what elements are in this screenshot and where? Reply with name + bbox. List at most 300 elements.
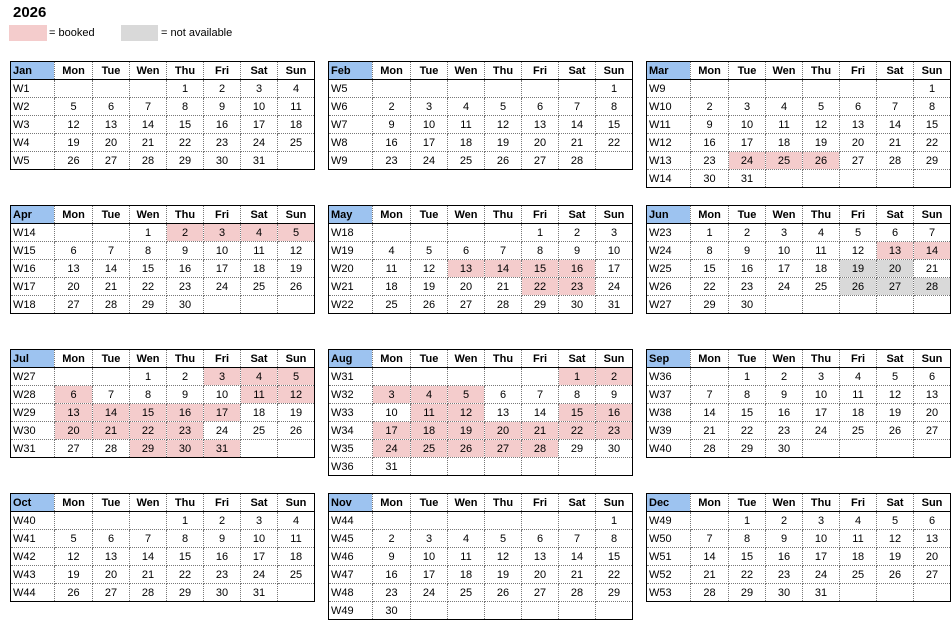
- day-cell[interactable]: 24: [766, 278, 803, 296]
- day-cell[interactable]: 18: [241, 404, 278, 422]
- day-cell[interactable]: 14: [522, 404, 559, 422]
- day-cell[interactable]: 20: [840, 134, 877, 152]
- day-cell[interactable]: 3: [204, 224, 241, 242]
- day-cell[interactable]: 3: [241, 80, 278, 98]
- day-cell[interactable]: 28: [130, 584, 167, 602]
- day-cell[interactable]: 22: [522, 278, 559, 296]
- day-cell[interactable]: 26: [55, 152, 93, 170]
- day-cell[interactable]: 16: [373, 566, 411, 584]
- day-cell[interactable]: 7: [522, 386, 559, 404]
- day-cell[interactable]: 23: [559, 278, 596, 296]
- day-cell[interactable]: 16: [167, 404, 204, 422]
- day-cell[interactable]: 11: [448, 548, 485, 566]
- day-cell[interactable]: 25: [840, 422, 877, 440]
- day-cell[interactable]: 11: [278, 98, 315, 116]
- day-cell[interactable]: 31: [204, 440, 241, 458]
- day-cell[interactable]: 23: [373, 584, 411, 602]
- day-cell[interactable]: 4: [241, 224, 278, 242]
- day-cell[interactable]: 18: [411, 422, 448, 440]
- day-cell[interactable]: 6: [485, 386, 522, 404]
- day-cell[interactable]: 26: [278, 278, 315, 296]
- day-cell[interactable]: 9: [729, 242, 766, 260]
- day-cell[interactable]: 22: [167, 566, 204, 584]
- day-cell[interactable]: 8: [522, 242, 559, 260]
- day-cell[interactable]: 24: [204, 422, 241, 440]
- day-cell[interactable]: 12: [278, 386, 315, 404]
- day-cell[interactable]: 8: [596, 530, 633, 548]
- day-cell[interactable]: 9: [204, 98, 241, 116]
- day-cell[interactable]: 2: [559, 224, 596, 242]
- day-cell[interactable]: 30: [167, 440, 204, 458]
- day-cell[interactable]: 9: [373, 548, 411, 566]
- day-cell[interactable]: 1: [914, 80, 951, 98]
- day-cell[interactable]: 2: [766, 512, 803, 530]
- day-cell[interactable]: 30: [596, 440, 633, 458]
- day-cell[interactable]: 6: [93, 98, 130, 116]
- day-cell[interactable]: 12: [840, 242, 877, 260]
- day-cell[interactable]: 28: [93, 440, 130, 458]
- day-cell[interactable]: 4: [840, 512, 877, 530]
- day-cell[interactable]: 26: [877, 422, 914, 440]
- day-cell[interactable]: 3: [373, 386, 411, 404]
- day-cell[interactable]: 30: [167, 296, 204, 314]
- day-cell[interactable]: 24: [241, 134, 278, 152]
- day-cell[interactable]: 22: [559, 422, 596, 440]
- day-cell[interactable]: 28: [914, 278, 951, 296]
- day-cell[interactable]: 25: [448, 584, 485, 602]
- day-cell[interactable]: 19: [55, 566, 93, 584]
- day-cell[interactable]: 21: [559, 566, 596, 584]
- day-cell[interactable]: 13: [448, 260, 485, 278]
- day-cell[interactable]: 4: [448, 530, 485, 548]
- day-cell[interactable]: 3: [803, 368, 840, 386]
- day-cell[interactable]: 13: [522, 548, 559, 566]
- day-cell[interactable]: 27: [522, 152, 559, 170]
- day-cell[interactable]: 7: [93, 242, 130, 260]
- day-cell[interactable]: 13: [485, 404, 522, 422]
- day-cell[interactable]: 3: [729, 98, 766, 116]
- day-cell[interactable]: 4: [278, 512, 315, 530]
- day-cell[interactable]: 9: [691, 116, 729, 134]
- day-cell[interactable]: 27: [55, 440, 93, 458]
- day-cell[interactable]: 16: [167, 260, 204, 278]
- day-cell[interactable]: 21: [93, 278, 130, 296]
- day-cell[interactable]: 23: [204, 566, 241, 584]
- day-cell[interactable]: 23: [766, 566, 803, 584]
- day-cell[interactable]: 9: [167, 242, 204, 260]
- day-cell[interactable]: 5: [278, 368, 315, 386]
- day-cell[interactable]: 27: [55, 296, 93, 314]
- day-cell[interactable]: 4: [411, 386, 448, 404]
- day-cell[interactable]: 24: [204, 278, 241, 296]
- day-cell[interactable]: 15: [167, 548, 204, 566]
- day-cell[interactable]: 27: [840, 152, 877, 170]
- day-cell[interactable]: 17: [766, 260, 803, 278]
- day-cell[interactable]: 3: [596, 224, 633, 242]
- day-cell[interactable]: 29: [167, 152, 204, 170]
- day-cell[interactable]: 18: [373, 278, 411, 296]
- day-cell[interactable]: 1: [130, 224, 167, 242]
- day-cell[interactable]: 14: [485, 260, 522, 278]
- day-cell[interactable]: 28: [130, 152, 167, 170]
- day-cell[interactable]: 29: [522, 296, 559, 314]
- day-cell[interactable]: 10: [241, 98, 278, 116]
- day-cell[interactable]: 15: [167, 116, 204, 134]
- day-cell[interactable]: 8: [596, 98, 633, 116]
- day-cell[interactable]: 4: [840, 368, 877, 386]
- day-cell[interactable]: 20: [877, 260, 914, 278]
- day-cell[interactable]: 8: [914, 98, 951, 116]
- day-cell[interactable]: 28: [485, 296, 522, 314]
- day-cell[interactable]: 17: [204, 260, 241, 278]
- day-cell[interactable]: 26: [485, 584, 522, 602]
- day-cell[interactable]: 1: [167, 80, 204, 98]
- day-cell[interactable]: 29: [596, 584, 633, 602]
- day-cell[interactable]: 30: [729, 296, 766, 314]
- day-cell[interactable]: 28: [877, 152, 914, 170]
- day-cell[interactable]: 27: [914, 422, 951, 440]
- day-cell[interactable]: 2: [373, 98, 411, 116]
- day-cell[interactable]: 24: [373, 440, 411, 458]
- day-cell[interactable]: 31: [241, 152, 278, 170]
- day-cell[interactable]: 9: [596, 386, 633, 404]
- day-cell[interactable]: 29: [729, 440, 766, 458]
- day-cell[interactable]: 26: [411, 296, 448, 314]
- day-cell[interactable]: 3: [411, 98, 448, 116]
- day-cell[interactable]: 28: [559, 584, 596, 602]
- day-cell[interactable]: 14: [130, 548, 167, 566]
- day-cell[interactable]: 8: [130, 386, 167, 404]
- day-cell[interactable]: 27: [877, 278, 914, 296]
- day-cell[interactable]: 31: [373, 458, 411, 476]
- day-cell[interactable]: 5: [485, 530, 522, 548]
- day-cell[interactable]: 4: [803, 224, 840, 242]
- day-cell[interactable]: 6: [93, 530, 130, 548]
- day-cell[interactable]: 24: [803, 566, 840, 584]
- day-cell[interactable]: 12: [485, 548, 522, 566]
- day-cell[interactable]: 22: [914, 134, 951, 152]
- day-cell[interactable]: 29: [130, 296, 167, 314]
- day-cell[interactable]: 13: [93, 548, 130, 566]
- day-cell[interactable]: 1: [596, 512, 633, 530]
- day-cell[interactable]: 9: [373, 116, 411, 134]
- day-cell[interactable]: 30: [691, 170, 729, 188]
- day-cell[interactable]: 26: [448, 440, 485, 458]
- day-cell[interactable]: 26: [840, 278, 877, 296]
- day-cell[interactable]: 1: [130, 368, 167, 386]
- day-cell[interactable]: 3: [241, 512, 278, 530]
- day-cell[interactable]: 6: [914, 368, 951, 386]
- day-cell[interactable]: 26: [485, 152, 522, 170]
- day-cell[interactable]: 18: [278, 548, 315, 566]
- day-cell[interactable]: 24: [411, 584, 448, 602]
- day-cell[interactable]: 16: [691, 134, 729, 152]
- day-cell[interactable]: 23: [596, 422, 633, 440]
- day-cell[interactable]: 1: [559, 368, 596, 386]
- day-cell[interactable]: 21: [130, 566, 167, 584]
- day-cell[interactable]: 17: [803, 548, 840, 566]
- day-cell[interactable]: 17: [373, 422, 411, 440]
- day-cell[interactable]: 18: [840, 548, 877, 566]
- day-cell[interactable]: 5: [877, 368, 914, 386]
- day-cell[interactable]: 8: [729, 386, 766, 404]
- day-cell[interactable]: 10: [204, 242, 241, 260]
- day-cell[interactable]: 22: [729, 422, 766, 440]
- day-cell[interactable]: 28: [691, 440, 729, 458]
- day-cell[interactable]: 6: [55, 386, 93, 404]
- day-cell[interactable]: 27: [448, 296, 485, 314]
- day-cell[interactable]: 22: [691, 278, 729, 296]
- day-cell[interactable]: 18: [241, 260, 278, 278]
- day-cell[interactable]: 13: [914, 386, 951, 404]
- day-cell[interactable]: 20: [914, 548, 951, 566]
- day-cell[interactable]: 12: [55, 116, 93, 134]
- day-cell[interactable]: 12: [278, 242, 315, 260]
- day-cell[interactable]: 22: [130, 422, 167, 440]
- day-cell[interactable]: 19: [877, 548, 914, 566]
- day-cell[interactable]: 1: [167, 512, 204, 530]
- day-cell[interactable]: 26: [55, 584, 93, 602]
- day-cell[interactable]: 29: [914, 152, 951, 170]
- day-cell[interactable]: 27: [522, 584, 559, 602]
- day-cell[interactable]: 20: [485, 422, 522, 440]
- day-cell[interactable]: 13: [522, 116, 559, 134]
- day-cell[interactable]: 6: [55, 242, 93, 260]
- day-cell[interactable]: 15: [914, 116, 951, 134]
- day-cell[interactable]: 5: [840, 224, 877, 242]
- day-cell[interactable]: 19: [411, 278, 448, 296]
- day-cell[interactable]: 7: [130, 530, 167, 548]
- day-cell[interactable]: 5: [877, 512, 914, 530]
- day-cell[interactable]: 23: [729, 278, 766, 296]
- day-cell[interactable]: 19: [278, 404, 315, 422]
- day-cell[interactable]: 5: [803, 98, 840, 116]
- day-cell[interactable]: 17: [241, 548, 278, 566]
- day-cell[interactable]: 30: [373, 602, 411, 620]
- day-cell[interactable]: 16: [373, 134, 411, 152]
- day-cell[interactable]: 1: [596, 80, 633, 98]
- day-cell[interactable]: 21: [559, 134, 596, 152]
- day-cell[interactable]: 24: [803, 422, 840, 440]
- day-cell[interactable]: 8: [167, 530, 204, 548]
- day-cell[interactable]: 1: [729, 512, 766, 530]
- day-cell[interactable]: 12: [485, 116, 522, 134]
- day-cell[interactable]: 11: [241, 242, 278, 260]
- day-cell[interactable]: 3: [766, 224, 803, 242]
- day-cell[interactable]: 4: [278, 80, 315, 98]
- day-cell[interactable]: 10: [411, 116, 448, 134]
- day-cell[interactable]: 15: [691, 260, 729, 278]
- day-cell[interactable]: 10: [803, 530, 840, 548]
- day-cell[interactable]: 25: [373, 296, 411, 314]
- day-cell[interactable]: 4: [766, 98, 803, 116]
- day-cell[interactable]: 31: [241, 584, 278, 602]
- day-cell[interactable]: 16: [729, 260, 766, 278]
- day-cell[interactable]: 15: [729, 404, 766, 422]
- day-cell[interactable]: 2: [691, 98, 729, 116]
- day-cell[interactable]: 8: [130, 242, 167, 260]
- day-cell[interactable]: 24: [241, 566, 278, 584]
- day-cell[interactable]: 21: [93, 422, 130, 440]
- day-cell[interactable]: 13: [55, 404, 93, 422]
- day-cell[interactable]: 12: [55, 548, 93, 566]
- day-cell[interactable]: 11: [840, 386, 877, 404]
- day-cell[interactable]: 7: [691, 530, 729, 548]
- day-cell[interactable]: 6: [522, 530, 559, 548]
- day-cell[interactable]: 21: [130, 134, 167, 152]
- day-cell[interactable]: 11: [411, 404, 448, 422]
- day-cell[interactable]: 29: [167, 584, 204, 602]
- day-cell[interactable]: 23: [167, 278, 204, 296]
- day-cell[interactable]: 19: [485, 566, 522, 584]
- day-cell[interactable]: 4: [373, 242, 411, 260]
- day-cell[interactable]: 24: [596, 278, 633, 296]
- day-cell[interactable]: 28: [559, 152, 596, 170]
- day-cell[interactable]: 20: [55, 422, 93, 440]
- day-cell[interactable]: 28: [522, 440, 559, 458]
- day-cell[interactable]: 22: [167, 134, 204, 152]
- day-cell[interactable]: 14: [93, 404, 130, 422]
- day-cell[interactable]: 25: [803, 278, 840, 296]
- day-cell[interactable]: 7: [93, 386, 130, 404]
- day-cell[interactable]: 31: [729, 170, 766, 188]
- day-cell[interactable]: 10: [373, 404, 411, 422]
- day-cell[interactable]: 19: [803, 134, 840, 152]
- day-cell[interactable]: 10: [411, 548, 448, 566]
- day-cell[interactable]: 9: [766, 386, 803, 404]
- day-cell[interactable]: 2: [729, 224, 766, 242]
- day-cell[interactable]: 10: [729, 116, 766, 134]
- day-cell[interactable]: 11: [373, 260, 411, 278]
- day-cell[interactable]: 17: [729, 134, 766, 152]
- day-cell[interactable]: 5: [448, 386, 485, 404]
- day-cell[interactable]: 7: [559, 530, 596, 548]
- day-cell[interactable]: 14: [877, 116, 914, 134]
- day-cell[interactable]: 29: [559, 440, 596, 458]
- day-cell[interactable]: 17: [241, 116, 278, 134]
- day-cell[interactable]: 8: [559, 386, 596, 404]
- day-cell[interactable]: 18: [448, 134, 485, 152]
- day-cell[interactable]: 2: [204, 80, 241, 98]
- day-cell[interactable]: 5: [485, 98, 522, 116]
- day-cell[interactable]: 8: [167, 98, 204, 116]
- day-cell[interactable]: 12: [411, 260, 448, 278]
- day-cell[interactable]: 11: [803, 242, 840, 260]
- day-cell[interactable]: 11: [448, 116, 485, 134]
- day-cell[interactable]: 14: [691, 548, 729, 566]
- day-cell[interactable]: 19: [840, 260, 877, 278]
- day-cell[interactable]: 25: [448, 152, 485, 170]
- day-cell[interactable]: 24: [411, 152, 448, 170]
- day-cell[interactable]: 2: [167, 368, 204, 386]
- day-cell[interactable]: 31: [596, 296, 633, 314]
- day-cell[interactable]: 30: [204, 584, 241, 602]
- day-cell[interactable]: 20: [93, 134, 130, 152]
- day-cell[interactable]: 6: [914, 512, 951, 530]
- day-cell[interactable]: 5: [278, 224, 315, 242]
- day-cell[interactable]: 12: [877, 530, 914, 548]
- day-cell[interactable]: 22: [596, 566, 633, 584]
- day-cell[interactable]: 1: [691, 224, 729, 242]
- day-cell[interactable]: 30: [766, 584, 803, 602]
- day-cell[interactable]: 2: [373, 530, 411, 548]
- day-cell[interactable]: 20: [448, 278, 485, 296]
- day-cell[interactable]: 15: [130, 404, 167, 422]
- day-cell[interactable]: 23: [204, 134, 241, 152]
- day-cell[interactable]: 21: [877, 134, 914, 152]
- day-cell[interactable]: 24: [729, 152, 766, 170]
- day-cell[interactable]: 22: [729, 566, 766, 584]
- day-cell[interactable]: 7: [485, 242, 522, 260]
- day-cell[interactable]: 17: [411, 566, 448, 584]
- day-cell[interactable]: 20: [522, 134, 559, 152]
- day-cell[interactable]: 29: [729, 584, 766, 602]
- day-cell[interactable]: 10: [803, 386, 840, 404]
- day-cell[interactable]: 23: [766, 422, 803, 440]
- day-cell[interactable]: 16: [766, 548, 803, 566]
- day-cell[interactable]: 6: [448, 242, 485, 260]
- day-cell[interactable]: 13: [55, 260, 93, 278]
- day-cell[interactable]: 27: [914, 566, 951, 584]
- day-cell[interactable]: 2: [167, 224, 204, 242]
- day-cell[interactable]: 18: [278, 116, 315, 134]
- day-cell[interactable]: 15: [596, 116, 633, 134]
- day-cell[interactable]: 20: [93, 566, 130, 584]
- day-cell[interactable]: 11: [278, 530, 315, 548]
- day-cell[interactable]: 8: [691, 242, 729, 260]
- day-cell[interactable]: 9: [766, 530, 803, 548]
- day-cell[interactable]: 4: [448, 98, 485, 116]
- day-cell[interactable]: 16: [559, 260, 596, 278]
- day-cell[interactable]: 23: [167, 422, 204, 440]
- day-cell[interactable]: 14: [559, 548, 596, 566]
- day-cell[interactable]: 26: [803, 152, 840, 170]
- day-cell[interactable]: 25: [840, 566, 877, 584]
- day-cell[interactable]: 21: [485, 278, 522, 296]
- day-cell[interactable]: 6: [840, 98, 877, 116]
- day-cell[interactable]: 18: [803, 260, 840, 278]
- day-cell[interactable]: 13: [93, 116, 130, 134]
- day-cell[interactable]: 4: [241, 368, 278, 386]
- day-cell[interactable]: 9: [559, 242, 596, 260]
- day-cell[interactable]: 12: [803, 116, 840, 134]
- day-cell[interactable]: 16: [766, 404, 803, 422]
- day-cell[interactable]: 23: [691, 152, 729, 170]
- day-cell[interactable]: 10: [204, 386, 241, 404]
- day-cell[interactable]: 19: [55, 134, 93, 152]
- day-cell[interactable]: 19: [877, 404, 914, 422]
- day-cell[interactable]: 25: [241, 422, 278, 440]
- day-cell[interactable]: 20: [522, 566, 559, 584]
- day-cell[interactable]: 7: [691, 386, 729, 404]
- day-cell[interactable]: 15: [130, 260, 167, 278]
- day-cell[interactable]: 14: [130, 116, 167, 134]
- day-cell[interactable]: 10: [766, 242, 803, 260]
- day-cell[interactable]: 16: [204, 116, 241, 134]
- day-cell[interactable]: 19: [278, 260, 315, 278]
- day-cell[interactable]: 5: [411, 242, 448, 260]
- day-cell[interactable]: 28: [93, 296, 130, 314]
- day-cell[interactable]: 2: [596, 368, 633, 386]
- day-cell[interactable]: 6: [522, 98, 559, 116]
- day-cell[interactable]: 19: [485, 134, 522, 152]
- day-cell[interactable]: 25: [411, 440, 448, 458]
- day-cell[interactable]: 25: [278, 566, 315, 584]
- day-cell[interactable]: 23: [373, 152, 411, 170]
- day-cell[interactable]: 9: [204, 530, 241, 548]
- day-cell[interactable]: 30: [204, 152, 241, 170]
- day-cell[interactable]: 21: [914, 260, 951, 278]
